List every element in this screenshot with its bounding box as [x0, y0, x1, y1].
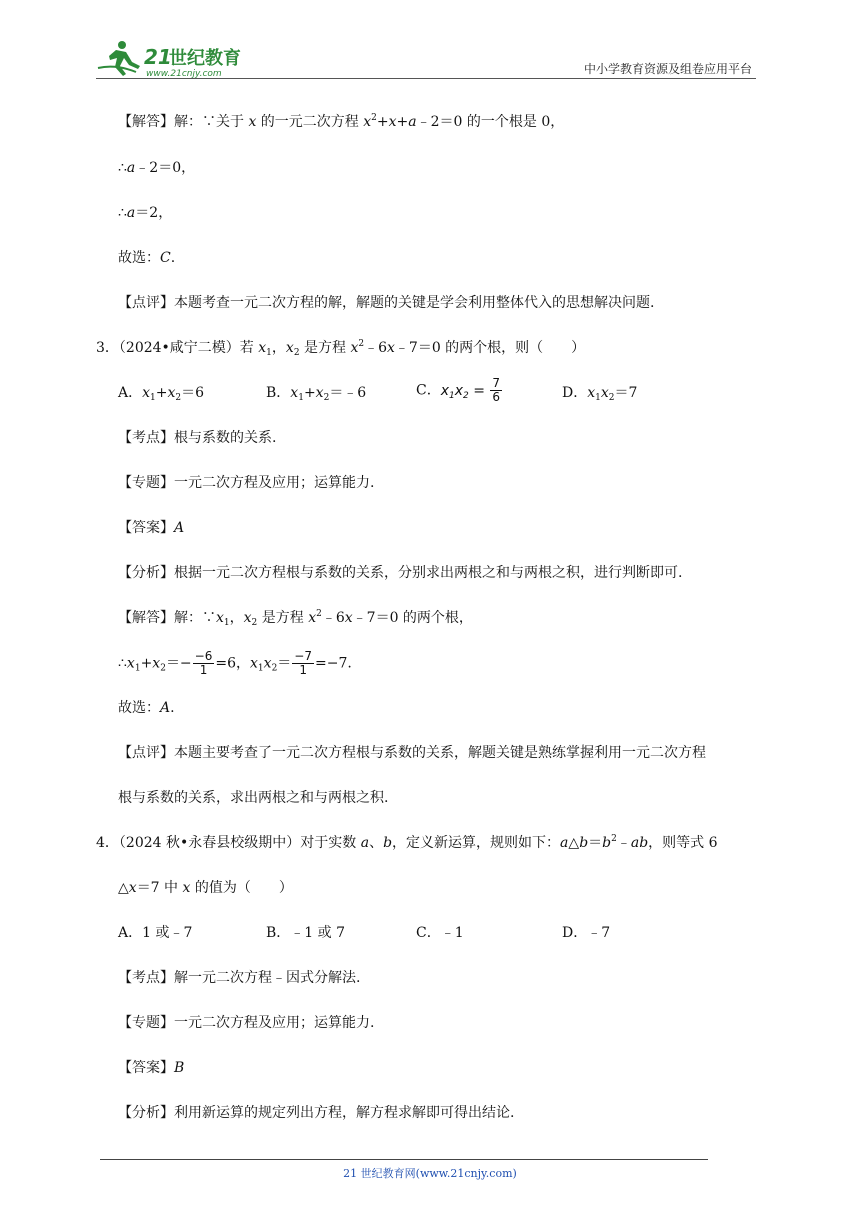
q3-choice: 故选：A. — [118, 700, 175, 716]
q3-stem: 3．（2024•咸宁二模）若 $x_1$，$x_2$ 是方程 $x^2﹣6x﹣7=0$ 的两个根，则（ ） — [96, 339, 586, 358]
q3-jieda: 【解答】解：$\because x_1$，$x_2$ 是方程 $x^2﹣6x﹣7=0$ 的两个根， — [118, 609, 473, 628]
q3-daan: 【答案】A — [118, 520, 185, 536]
q3-option-a: A．$x_1+x_2=6$ — [118, 385, 205, 403]
q3-zhuanti: 【专题】一元二次方程及应用；运算能力. — [118, 475, 375, 491]
q4-option-d: D．﹣7 — [562, 925, 611, 941]
footer-divider — [100, 1159, 708, 1160]
q2-choice: 故选：C. — [118, 250, 176, 266]
q3-dianping-line2: 根与系数的关系，求出两根之和与两根之积. — [118, 790, 389, 806]
q4-fenxi: 【分析】利用新运算的规定列出方程，解方程求解即可得出结论. — [118, 1105, 515, 1121]
page-header — [96, 38, 756, 80]
q3-option-c: C．$x_1x_2$ = $\frac{7}{6}$ — [416, 376, 501, 404]
svg-text:世纪教育: 世纪教育 — [169, 48, 241, 69]
svg-text:www.21cnjy.com: www.21cnjy.com — [146, 69, 222, 79]
q4-stem-line1: 4．（2024 秋•永春县校级期中）对于实数 a、b，定义新运算，规则如下：$a\triangle b=b^2﹣ab$，则等式 6 — [96, 834, 718, 851]
q2-step1: ∴a﹣2＝0， — [118, 160, 196, 176]
q2-jieda: 【解答】解：∵关于 x 的一元二次方程 $x^2+x+a﹣2=0$ 的一个根是 0， — [118, 113, 565, 130]
q3-fenxi: 【分析】根据一元二次方程根与系数的关系，分别求出两根之和与两根之积，进行判断即可. — [118, 565, 683, 581]
header-platform-text: 中小学教育资源及组卷应用平台 — [583, 62, 752, 76]
svg-text:21: 21 — [144, 45, 172, 69]
site-logo — [96, 38, 266, 80]
header-divider — [96, 78, 756, 79]
q4-daan: 【答案】B — [118, 1060, 185, 1076]
q4-option-c: C．﹣1 — [416, 925, 464, 941]
q3-option-d: D．$x_1x_2=7$ — [562, 385, 638, 403]
q4-option-b: B．﹣1 或 7 — [266, 925, 346, 941]
q3-option-b: B．$x_1+x_2=﹣6$ — [266, 385, 367, 403]
q4-kaodian: 【考点】解一元二次方程﹣因式分解法. — [118, 970, 361, 986]
q2-step2: ∴a＝2， — [118, 205, 173, 221]
q3-kaodian: 【考点】根与系数的关系. — [118, 430, 277, 446]
footer-site-link[interactable]: 21 世纪教育网(www.21cnjy.com) — [343, 1167, 517, 1180]
q3-dianping-line1: 【点评】本题主要考查了一元二次方程根与系数的关系，解题关键是熟练掌握利用一元二次方程 — [118, 745, 706, 761]
q4-option-a: A．1 或﹣7 — [118, 925, 193, 941]
q4-zhuanti: 【专题】一元二次方程及应用；运算能力. — [118, 1015, 375, 1031]
q4-stem-line2: △x＝7 中 x 的值为（ ） — [118, 880, 293, 896]
q2-dianping: 【点评】本题考查一元二次方程的解，解题的关键是学会利用整体代入的思想解决问题. — [118, 295, 655, 311]
q3-calc: $\therefore x_1+x_2=-$ $\frac{-6}{1}$ =6，$x_1x_2=$ $\frac{-7}{1}$ =−7. — [118, 649, 352, 677]
